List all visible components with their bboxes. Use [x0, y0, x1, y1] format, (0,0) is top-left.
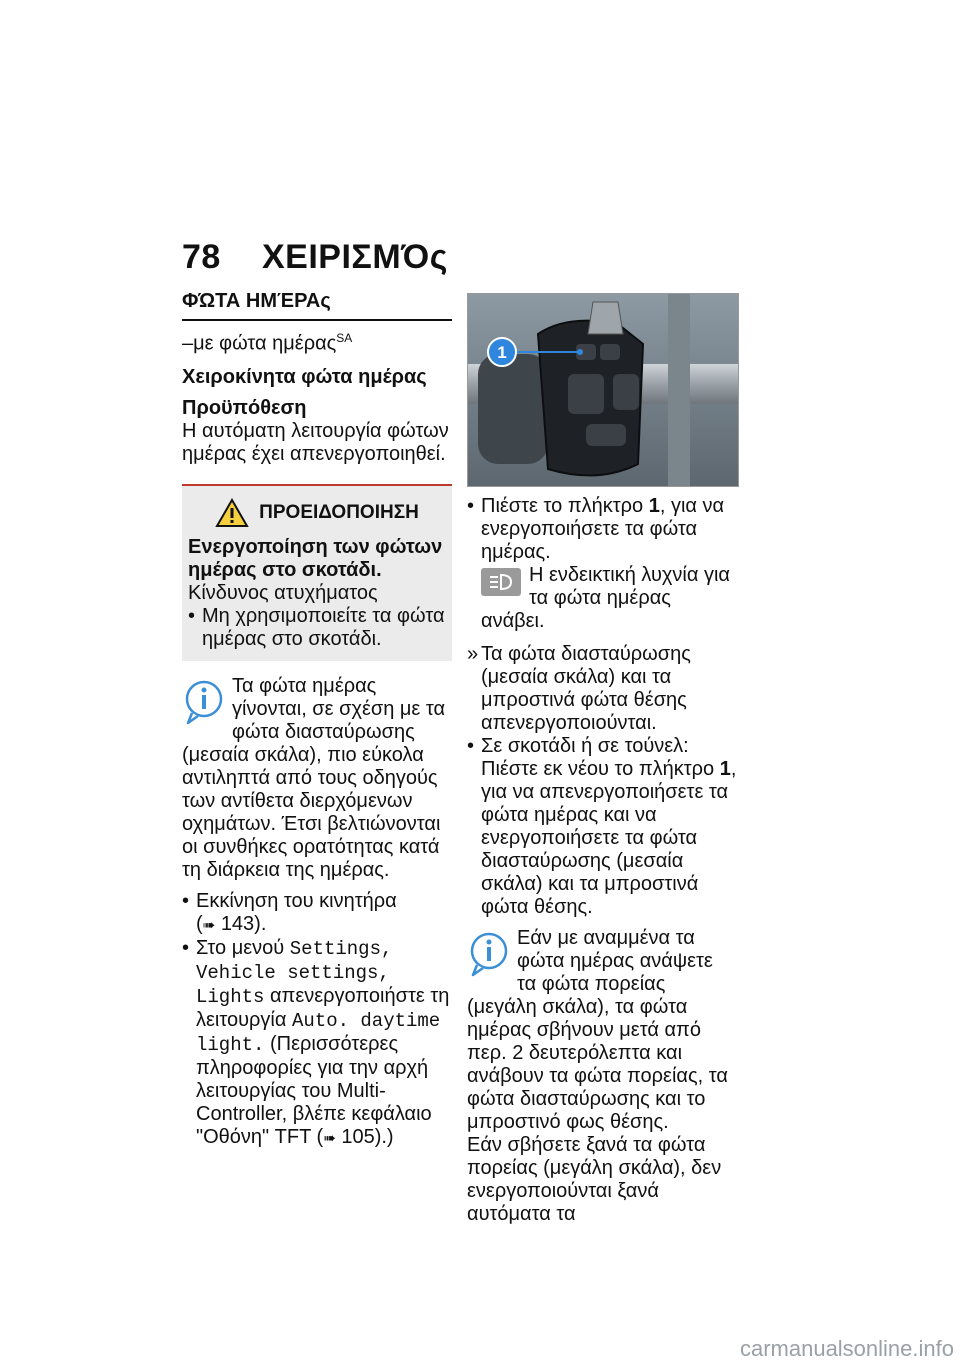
warning-triangle-icon [215, 498, 249, 528]
result-note: » Τα φώτα διασταύρωσης (μεσαία σκάλα) και τα μπροστινά φώτα θέσης απενεργοποιούνται. [467, 643, 737, 735]
press-text: Πιέστε το πλήκτρο [481, 495, 644, 517]
left-column [182, 290, 452, 1150]
info-note-1 [182, 675, 452, 882]
start-engine-text: Εκκίνηση του κινητήρα [196, 889, 397, 912]
page-header [182, 238, 448, 277]
info-note-2-continued: Εάν σβήσετε ξανά τα φώτα πορείας (μεγάλη σκάλα), δεν ενεργοποιούνται ξανά αυτόματα τα [467, 1134, 722, 1225]
warning-label: ΠΡΟΕΙΔΟΠΟΙΗΣΗ [259, 501, 419, 523]
reference-arrow-icon: ➠ [202, 916, 216, 934]
press-button-number: 1 [648, 495, 660, 517]
reference-arrow-icon: ➠ [323, 1129, 336, 1147]
daytime-light-indicator-icon [481, 568, 521, 596]
step-press-button [467, 495, 737, 564]
indicator-text: Η ενδεικτική λυχνία για τα φώτα ημέρας ανάβει. [481, 564, 730, 632]
menu-ref: 105).) [341, 1125, 394, 1148]
menu-settings: Settings, [289, 937, 393, 960]
tunnel-text-rest: , για να απενεργοποιήσετε τα φώτα ημέρας και να ενεργοποιήσετε τα φώτα διασταύρωσης (μεσαία σκάλα) και τα μπροστινά φώτα θέσης. [481, 758, 737, 918]
menu-more-info: (Περισσότερες πληροφορίες για την αρχή λειτουργίας του Multi-Controller, βλέπε κεφάλαιο "Οθόνη" TFT [196, 1032, 432, 1148]
step-tunnel [467, 735, 737, 919]
footer-watermark: carmanualsonline.info [739, 1336, 954, 1361]
page-number: 78 [182, 238, 221, 276]
press-text-rest: , για να ενεργοποιήσετε τα φώτα ημέρας. [481, 495, 725, 563]
sa-superscript: SA [336, 331, 353, 345]
requirement-text: Η αυτόματη λειτουργία φώτων ημέρας έχει απενεργοποιηθεί. [182, 419, 449, 465]
info-note-2 [467, 927, 737, 1134]
menu-lights: Lights [196, 985, 265, 1008]
section-title: ΦΏΤΑ ΗΜΈΡΑς [182, 290, 452, 321]
step-start-engine: • Εκκίνηση του κινητήρα (➠ 143). [182, 890, 452, 937]
warning-action: • Μη χρησιμοποιείτε τα φώτα ημέρας στο σκοτάδι. [188, 605, 446, 651]
info-icon [467, 931, 511, 979]
section-subtitle [182, 327, 452, 356]
info-icon [182, 679, 226, 727]
info-note-2-text: Εάν με αναμμένα τα φώτα ημέρας ανάψετε τα φώτα πορείας (μεγάλη σκάλα), τα φώτα ημέρας σβήνουν μετά από περ. 2 δευτερόλεπτα και ανάβουν τα φώτα πορείας, τα φώτα διασταύρωσης και το μπροστινό φως θέσης. [467, 927, 728, 1133]
warning-header [188, 498, 446, 528]
warning-risk: Κίνδυνος ατυχήματος [188, 581, 378, 604]
indicator-note [467, 564, 737, 633]
warning-title: Ενεργοποίηση των φώτων ημέρας στο σκοτάδι. [188, 535, 443, 581]
menu-auto-daytime: Auto. daytime light. [196, 1009, 441, 1056]
warning-box [182, 484, 452, 661]
right-column [467, 293, 737, 1226]
handlebar-switch-figure [467, 293, 739, 487]
subtitle-text: –με φώτα ημέρας [182, 332, 337, 355]
menu-prefix: Στο μενού [196, 936, 285, 959]
info-note-1-text: Τα φώτα ημέρας γίνονται, σε σχέση με τα φώτα διασταύρωσης (μεσαία σκάλα), πιο εύκολα αντιληπτά από τους οδηγούς των αντίθετα διερχόμενων οχημάτων. Έτσι βελτιώνονται οι συνθήκες ορατότητας κατά τη διάρκεια της ημέρας. [182, 674, 446, 881]
menu-vehicle-settings: Vehicle settings, [196, 961, 390, 984]
heading-requirement: Προϋπόθεση [182, 396, 307, 419]
step-menu: • Στο μενού Settings, Vehicle settings, Lights απενεργοποιήστε τη λειτουργία Auto. daytime light. (Περισσότερες πληροφορίες για την αρχή λειτουργίας του Multi-Controller, βλέπε κεφάλαιο "Οθόνη" TFT (➠ 105).) [182, 937, 452, 1150]
tunnel-button-number: 1 [719, 758, 731, 780]
start-engine-ref: 143). [220, 912, 267, 935]
tunnel-text: Σε σκοτάδι ή σε τούνελ: Πιέστε εκ νέου το πλήκτρο [481, 735, 715, 780]
chapter-title: ΧΕΙΡΙΣΜΌς [262, 238, 448, 276]
heading-manual-daylights: Χειροκίνητα φώτα ημέρας [182, 365, 427, 388]
handlebar-illustration [468, 294, 738, 486]
callout-1-label: 1 [497, 343, 507, 362]
menu-mid-text: απενεργοποιήστε τη λειτουργία [196, 984, 450, 1031]
